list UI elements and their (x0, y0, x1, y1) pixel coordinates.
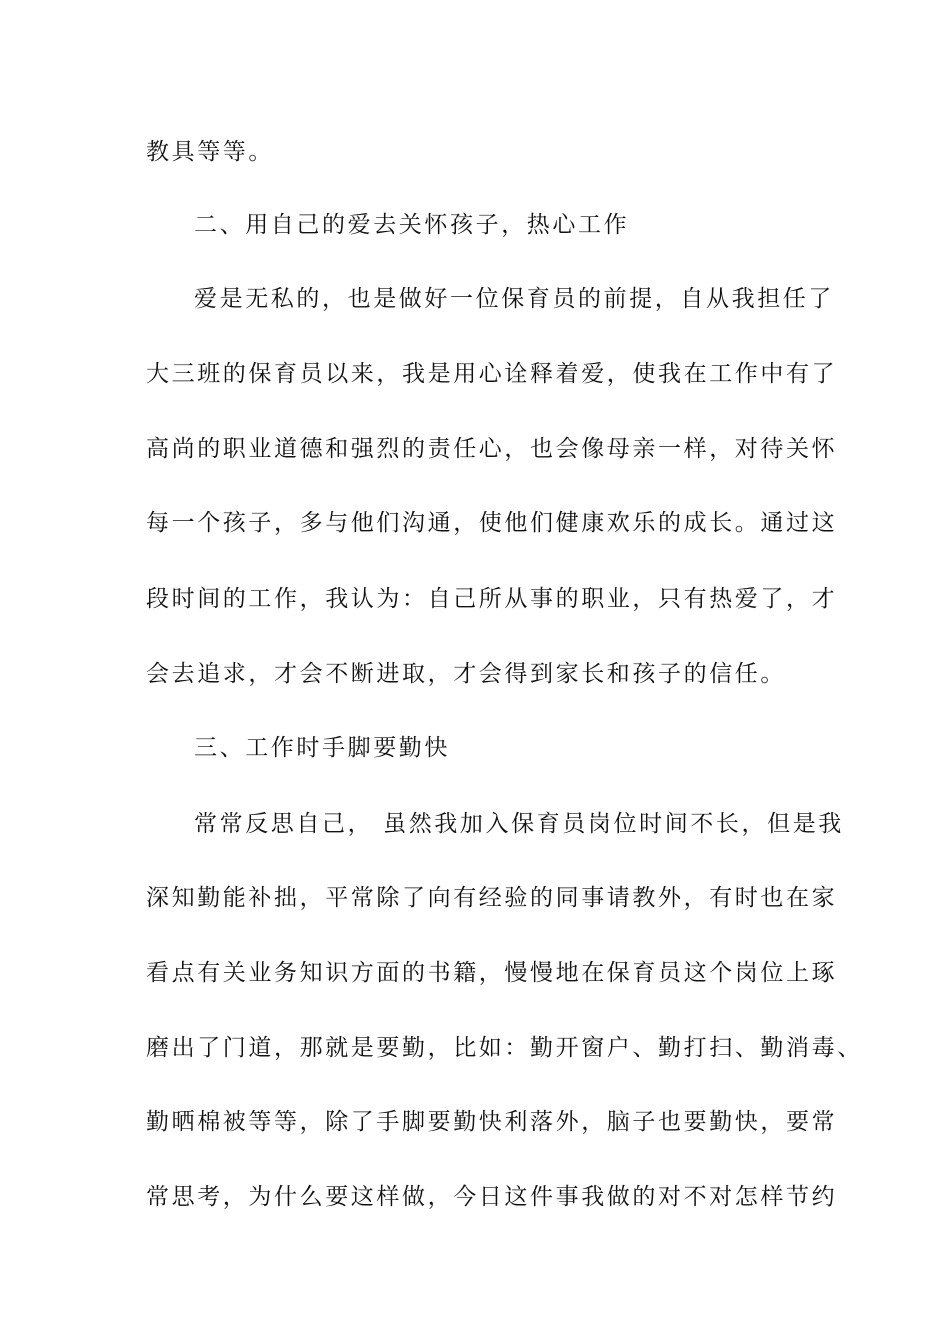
paragraph-line: 看点有关业务知识方面的书籍，慢慢地在保育员这个岗位上琢 (146, 960, 838, 986)
paragraph-line: 深知勤能补拙，平常除了向有经验的同事请教外，有时也在家 (146, 885, 838, 911)
paragraph-line: 磨出了门道，那就是要勤，比如：勤开窗户、勤打扫、勤消毒、 (146, 1035, 863, 1061)
section-heading-3: 三、工作时手脚要勤快 (194, 735, 450, 761)
paragraph-line: 段时间的工作，我认为：自己所从事的职业，只有热爱了，才 (146, 586, 838, 612)
paragraph-line: 大三班的保育员以来，我是用心诠释着爱，使我在工作中有了 (146, 361, 838, 387)
paragraph-line: 常思考，为什么要这样做，今日这件事我做的对不对怎样节约 (146, 1184, 838, 1210)
paragraph-line: 每一个孩子，多与他们沟通，使他们健康欢乐的成长。通过这 (146, 510, 838, 536)
text-line: 教具等等。 (146, 139, 274, 165)
paragraph-line: 常常反思自己， 虽然我加入保育员岗位时间不长，但是我 (194, 811, 844, 837)
paragraph-line: 爱是无私的，也是做好一位保育员的前提，自从我担任了 (194, 286, 834, 312)
section-heading-2: 二、用自己的爱去关怀孩子，热心工作 (194, 212, 630, 238)
paragraph-line: 会去追求，才会不断进取，才会得到家长和孩子的信任。 (146, 661, 786, 687)
paragraph-line: 高尚的职业道德和强烈的责任心，也会像母亲一样，对待关怀 (146, 436, 838, 462)
paragraph-line: 勤晒棉被等等，除了手脚要勤快利落外，脑子也要勤快，要常 (146, 1109, 838, 1135)
